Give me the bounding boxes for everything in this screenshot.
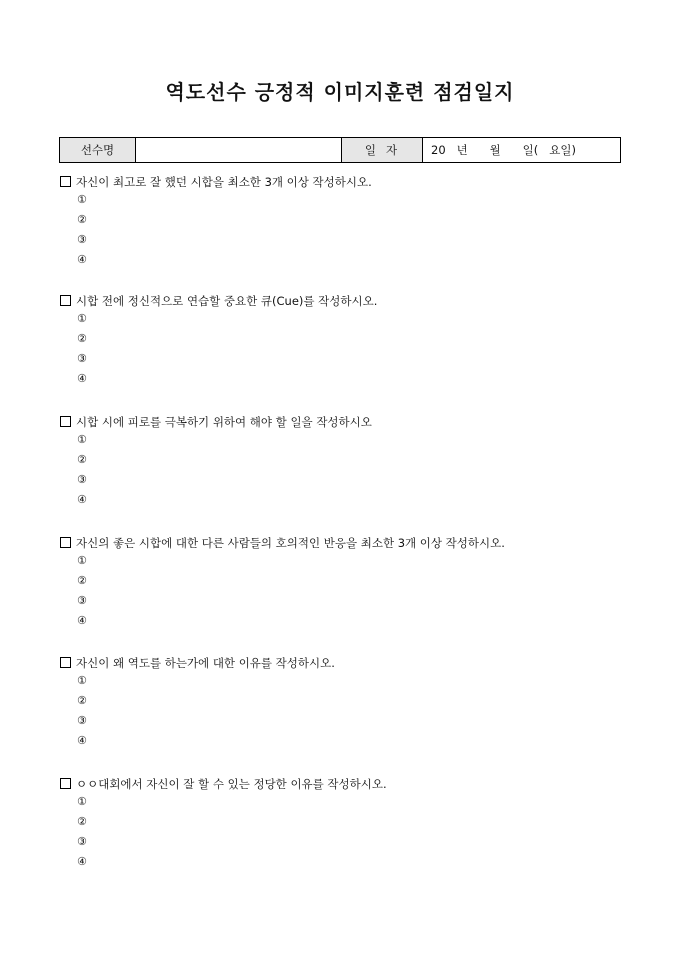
answer-line[interactable]: ③ — [77, 714, 87, 727]
question-text: ㅇㅇ대회에서 자신이 잘 할 수 있는 정당한 이유를 작성하시오. — [60, 776, 660, 792]
answer-line[interactable]: ① — [77, 795, 87, 808]
answer-line[interactable]: ① — [77, 312, 87, 325]
answer-line[interactable]: ② — [77, 574, 87, 587]
question-section — [60, 655, 660, 751]
answer-line[interactable]: ③ — [77, 352, 87, 365]
answer-line[interactable]: ④ — [77, 855, 87, 868]
question-text: 자신이 왜 역도를 하는가에 대한 이유를 작성하시오. — [60, 655, 660, 671]
date-label: 일자 — [342, 138, 423, 163]
answer-line[interactable]: ④ — [77, 734, 87, 747]
checkbox-icon — [60, 537, 71, 548]
answer-line[interactable]: ① — [77, 554, 87, 567]
page-title: 역도선수 긍정적 이미지훈련 점검일지 — [165, 80, 515, 104]
question-section — [60, 414, 660, 510]
question-text: 자신의 좋은 시합에 대한 다른 사람들의 호의적인 반응을 최소한 3개 이상 작성하시오. — [60, 535, 660, 551]
answer-line[interactable]: ② — [77, 213, 87, 226]
answer-line[interactable]: ③ — [77, 835, 87, 848]
answer-line[interactable]: ④ — [77, 253, 87, 266]
question-text: 시합 전에 정신적으로 연습할 중요한 큐(Cue)를 작성하시오. — [60, 293, 660, 309]
date-field[interactable]: 20 년 월 일( 요일) — [423, 138, 621, 163]
answer-line[interactable]: ④ — [77, 493, 87, 506]
question-section — [60, 293, 660, 389]
athlete-name-field[interactable] — [136, 138, 342, 163]
answer-line[interactable]: ④ — [77, 372, 87, 385]
answer-line[interactable]: ④ — [77, 614, 87, 627]
answer-line[interactable]: ③ — [77, 233, 87, 246]
athlete-info-table — [59, 137, 621, 163]
athlete-name-label: 선수명 — [60, 138, 136, 163]
answer-line[interactable]: ② — [77, 815, 87, 828]
question-section — [60, 535, 660, 631]
checkbox-icon — [60, 176, 71, 187]
answer-line[interactable]: ① — [77, 433, 87, 446]
question-section — [60, 776, 660, 872]
answer-line[interactable]: ① — [77, 193, 87, 206]
checkbox-icon — [60, 295, 71, 306]
answer-line[interactable]: ③ — [77, 473, 87, 486]
question-text: 자신이 최고로 잘 했던 시합을 최소한 3개 이상 작성하시오. — [60, 174, 660, 190]
answer-line[interactable]: ② — [77, 694, 87, 707]
answer-line[interactable]: ① — [77, 674, 87, 687]
question-section — [60, 174, 660, 270]
checkbox-icon — [60, 657, 71, 668]
checkbox-icon — [60, 778, 71, 789]
answer-line[interactable]: ② — [77, 332, 87, 345]
answer-line[interactable]: ② — [77, 453, 87, 466]
answer-line[interactable]: ③ — [77, 594, 87, 607]
question-text: 시합 시에 피로를 극복하기 위하여 해야 할 일을 작성하시오 — [60, 414, 660, 430]
checkbox-icon — [60, 416, 71, 427]
